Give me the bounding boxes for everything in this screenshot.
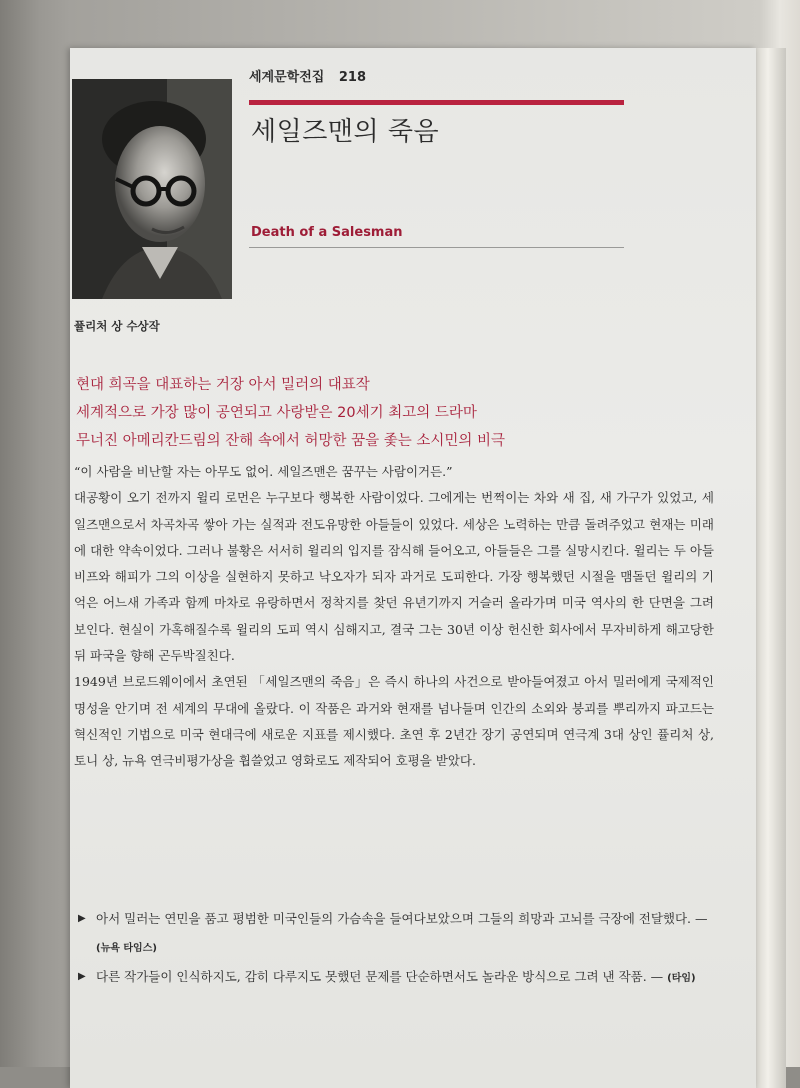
opening-quote: “이 사람을 비난할 자는 아무도 없어. 세일즈맨은 꿈꾸는 사람이거든.” bbox=[74, 464, 453, 479]
author-portrait-photo bbox=[72, 79, 232, 299]
award-label: 퓰리처 상 수상작 bbox=[74, 319, 160, 333]
book-title-english: Death of a Salesman bbox=[251, 225, 403, 240]
book-title-korean: 세일즈맨의 죽음 bbox=[251, 117, 440, 147]
review-list bbox=[78, 905, 708, 993]
bullet-arrow-icon: ▶ bbox=[78, 913, 86, 924]
review-item bbox=[78, 963, 708, 993]
highlight-item: 무너진 아메리칸드림의 잔해 속에서 허망한 꿈을 좇는 소시민의 비극 bbox=[76, 433, 506, 449]
series-name: 세계문학전집 bbox=[249, 70, 325, 85]
divider-rule bbox=[249, 247, 624, 248]
series-number: 218 bbox=[338, 70, 367, 85]
review-text: 아서 밀러는 연민을 품고 평범한 미국인들의 가슴속을 들여다보았으며 그들의 희망과 고뇌를 극장에 전달했다. — bbox=[96, 911, 708, 926]
review-text: 다른 작가들이 인식하지도, 감히 다루지도 못했던 문제를 단순하면서도 놀라운 방식으로 그려 낸 작품. — bbox=[96, 969, 668, 984]
review-source: (타임) bbox=[667, 973, 696, 984]
page-edge bbox=[756, 48, 786, 1088]
review-item bbox=[78, 905, 708, 963]
synopsis bbox=[74, 459, 714, 775]
bullet-arrow-icon: ▶ bbox=[78, 971, 86, 982]
highlight-list bbox=[76, 371, 505, 455]
series-label bbox=[249, 66, 366, 85]
review-source: (뉴욕 타임스) bbox=[96, 943, 157, 954]
synopsis-paragraph: 대공황이 오기 전까지 윌리 로먼은 누구보다 행복한 사람이었다. 그에게는 번쩍이는 차와 새 집, 새 가구가 있었고, 세일즈맨으로서 차곡차곡 쌓아 가는 실적과 전도유망한 아들들이 있었다. 세상은 노력하는 만큼 돌려주었고 현재는 미래에 대한 약속이었다. 그러나 불황은 서서히 윌리의 입지를 잠식해 들어오고, 아들들은 그를 실망시킨다. 윌리는 두 아들 비프와 해피가 그의 이상을 실현하지 못하고 낙오자가 되자 과거로 도피한다. 가장 행복했던 시절을 맴돌던 윌리의 기억은 어느새 가족과 함께 마차로 유랑하면서 정착지를 찾던 유년기까지 거슬러 올라가며 미국 역사의 한 단면을 그려 보인다. 현실이 가혹해질수록 윌리의 도피 역시 심해지고, 결국 그는 30년 이상 헌신한 회사에서 무자비하게 해고당한 뒤 파국을 향해 곤두박질친다. bbox=[74, 490, 714, 664]
highlight-item: 현대 희곡을 대표하는 거장 아서 밀러의 대표작 bbox=[76, 377, 370, 393]
highlight-item: 세계적으로 가장 많이 공연되고 사랑받은 20세기 최고의 드라마 bbox=[76, 405, 477, 421]
synopsis-paragraph: 1949년 브로드웨이에서 초연된 「세일즈맨의 죽음」은 즉시 하나의 사건으로 받아들여졌고 아서 밀러에게 국제적인 명성을 안기며 전 세계의 무대에 올랐다. 이 작품은 과거와 현재를 넘나들며 인간의 소외와 붕괴를 뿌리까지 파고드는 혁신적인 기법으로 미국 현대극에 새로운 지표를 제시했다. 초연 후 2년간 장기 공연되며 연극계 3대 상인 퓰리처 상, 토니 상, 뉴욕 연극비평가상을 휩쓸었고 영화로도 제작되어 호평을 받았다. bbox=[74, 674, 714, 769]
accent-rule bbox=[249, 100, 624, 105]
